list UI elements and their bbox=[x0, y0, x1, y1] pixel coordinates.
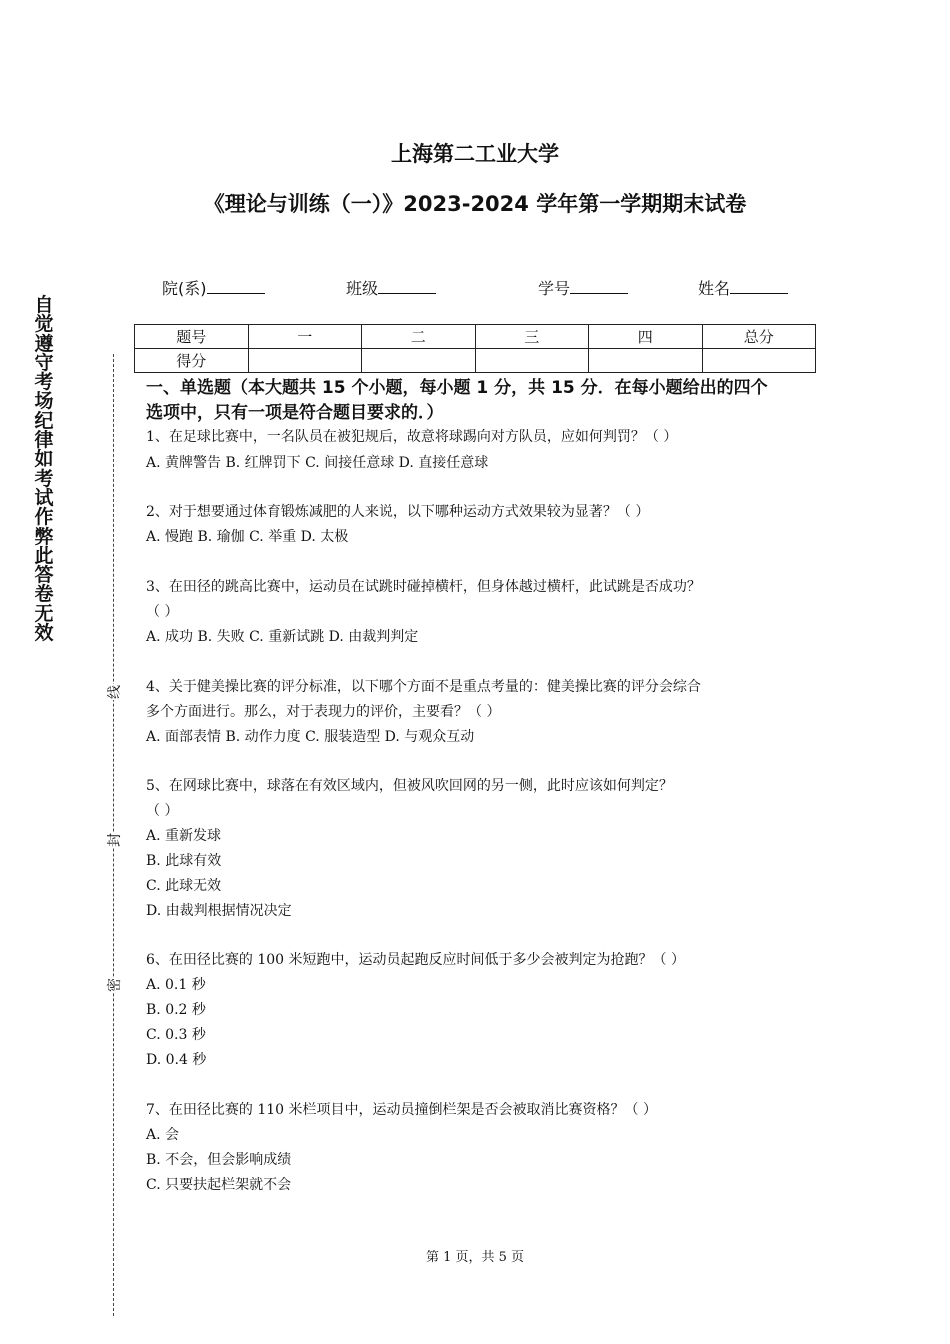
question-6-option-a: A. 0.1 秒 bbox=[146, 977, 206, 993]
student-id-label: 学号 bbox=[538, 279, 571, 298]
score-input-cell bbox=[248, 349, 362, 373]
question-6-option-c: C. 0.3 秒 bbox=[146, 1027, 206, 1043]
seal-mark-line: 线 bbox=[104, 684, 124, 700]
question-3-stem-line1: 3、在田径的跳高比赛中，运动员在试跳时碰掉横杆，但身体越过横杆，此试跳是否成功？ bbox=[146, 579, 701, 595]
question-4-stem-line2: 多个方面进行。那么，对于表现力的评价，主要看？（ ） bbox=[146, 704, 501, 720]
dept-blank bbox=[207, 279, 265, 294]
question-4-options: A. 面部表情 B. 动作力度 C. 服装造型 D. 与观众互动 bbox=[146, 729, 475, 745]
section-heading-line2: 选项中，只有一项是符合题目要求的．） bbox=[146, 403, 444, 423]
question-3-options: A. 成功 B. 失败 C. 重新试跳 D. 由裁判判定 bbox=[146, 629, 419, 645]
score-table-score-row bbox=[135, 349, 816, 373]
question-7-stem: 7、在田径比赛的 110 米栏项目中，运动员撞倒栏架是否会被取消比赛资格？（ ） bbox=[146, 1102, 657, 1118]
question-2-options: A. 慢跑 B. 瑜伽 C. 举重 D. 太极 bbox=[146, 529, 349, 545]
question-6-stem: 6、在田径比赛的 100 米短跑中，运动员起跑反应时间低于多少会被判定为抢跑？（ ） bbox=[146, 952, 685, 968]
question-4-stem-line1: 4、关于健美操比赛的评分标准，以下哪个方面不是重点考量的：健美操比赛的评分会综合 bbox=[146, 679, 701, 695]
question-6-option-d: D. 0.4 秒 bbox=[146, 1052, 207, 1068]
name-field bbox=[698, 276, 788, 299]
school-title: 上海第二工业大学 bbox=[391, 142, 559, 166]
question-5-stem-line2: （ ） bbox=[146, 803, 179, 819]
score-input-cell bbox=[362, 349, 476, 373]
class-field bbox=[346, 276, 436, 299]
name-label: 姓名 bbox=[698, 279, 731, 298]
seal-mark-mi: 密 bbox=[104, 977, 124, 993]
question-7-option-c: C. 只要扶起栏架就不会 bbox=[146, 1177, 292, 1193]
side-warning bbox=[30, 296, 58, 643]
score-row-label: 得分 bbox=[135, 349, 249, 373]
score-input-cell bbox=[589, 349, 703, 373]
class-blank bbox=[378, 279, 436, 294]
score-table bbox=[134, 324, 816, 373]
class-label: 班级 bbox=[346, 279, 379, 298]
question-5-option-b: B. 此球有效 bbox=[146, 853, 222, 869]
question-3-stem-line2: （ ） bbox=[146, 604, 179, 620]
section-heading-line1: 一、单选题（本大题共 15 个小题，每小题 1 分，共 15 分．在每小题给出的四个 bbox=[146, 378, 768, 398]
side-warning-text: 自 觉 遵 守 考 场 纪 律 如 考 试 作 弊 此 答 卷 无 效 bbox=[34, 294, 54, 645]
dept-label: 院(系) bbox=[162, 279, 207, 298]
question-7-option-b: B. 不会，但会影响成绩 bbox=[146, 1152, 292, 1168]
exam-title: 《理论与训练（一）》2023-2024 学年第一学期期末试卷 bbox=[203, 192, 747, 216]
student-id-blank bbox=[570, 279, 628, 294]
score-input-cell bbox=[475, 349, 589, 373]
score-input-cell bbox=[702, 349, 816, 373]
score-cell: 总分 bbox=[702, 325, 816, 349]
question-5-stem-line1: 5、在网球比赛中，球落在有效区域内，但被风吹回网的另一侧，此时应该如何判定？ bbox=[146, 778, 673, 794]
name-blank bbox=[730, 279, 788, 294]
score-cell: 三 bbox=[475, 325, 589, 349]
score-cell: 题号 bbox=[135, 325, 249, 349]
score-cell: 二 bbox=[362, 325, 476, 349]
question-1-options: A. 黄牌警告 B. 红牌罚下 C. 间接任意球 D. 直接任意球 bbox=[146, 455, 489, 471]
dept-field bbox=[162, 276, 265, 299]
question-1-stem: 1、在足球比赛中，一名队员在被犯规后，故意将球踢向对方队员，应如何判罚？（ ） bbox=[146, 429, 678, 445]
question-5-option-a: A. 重新发球 bbox=[146, 828, 222, 844]
question-6-option-b: B. 0.2 秒 bbox=[146, 1002, 206, 1018]
seal-mark-feng: 封 bbox=[104, 832, 124, 848]
page-number: 第 1 页，共 5 页 bbox=[425, 1250, 525, 1265]
score-table-header-row bbox=[135, 325, 816, 349]
question-5-option-d: D. 由裁判根据情况决定 bbox=[146, 903, 292, 919]
score-cell: 一 bbox=[248, 325, 362, 349]
question-2-stem: 2、对于想要通过体育锻炼减肥的人来说，以下哪种运动方式效果较为显著？（ ） bbox=[146, 504, 650, 520]
student-id-field bbox=[538, 276, 628, 299]
question-7-option-a: A. 会 bbox=[146, 1127, 180, 1143]
score-cell: 四 bbox=[589, 325, 703, 349]
question-5-option-c: C. 此球无效 bbox=[146, 878, 222, 894]
